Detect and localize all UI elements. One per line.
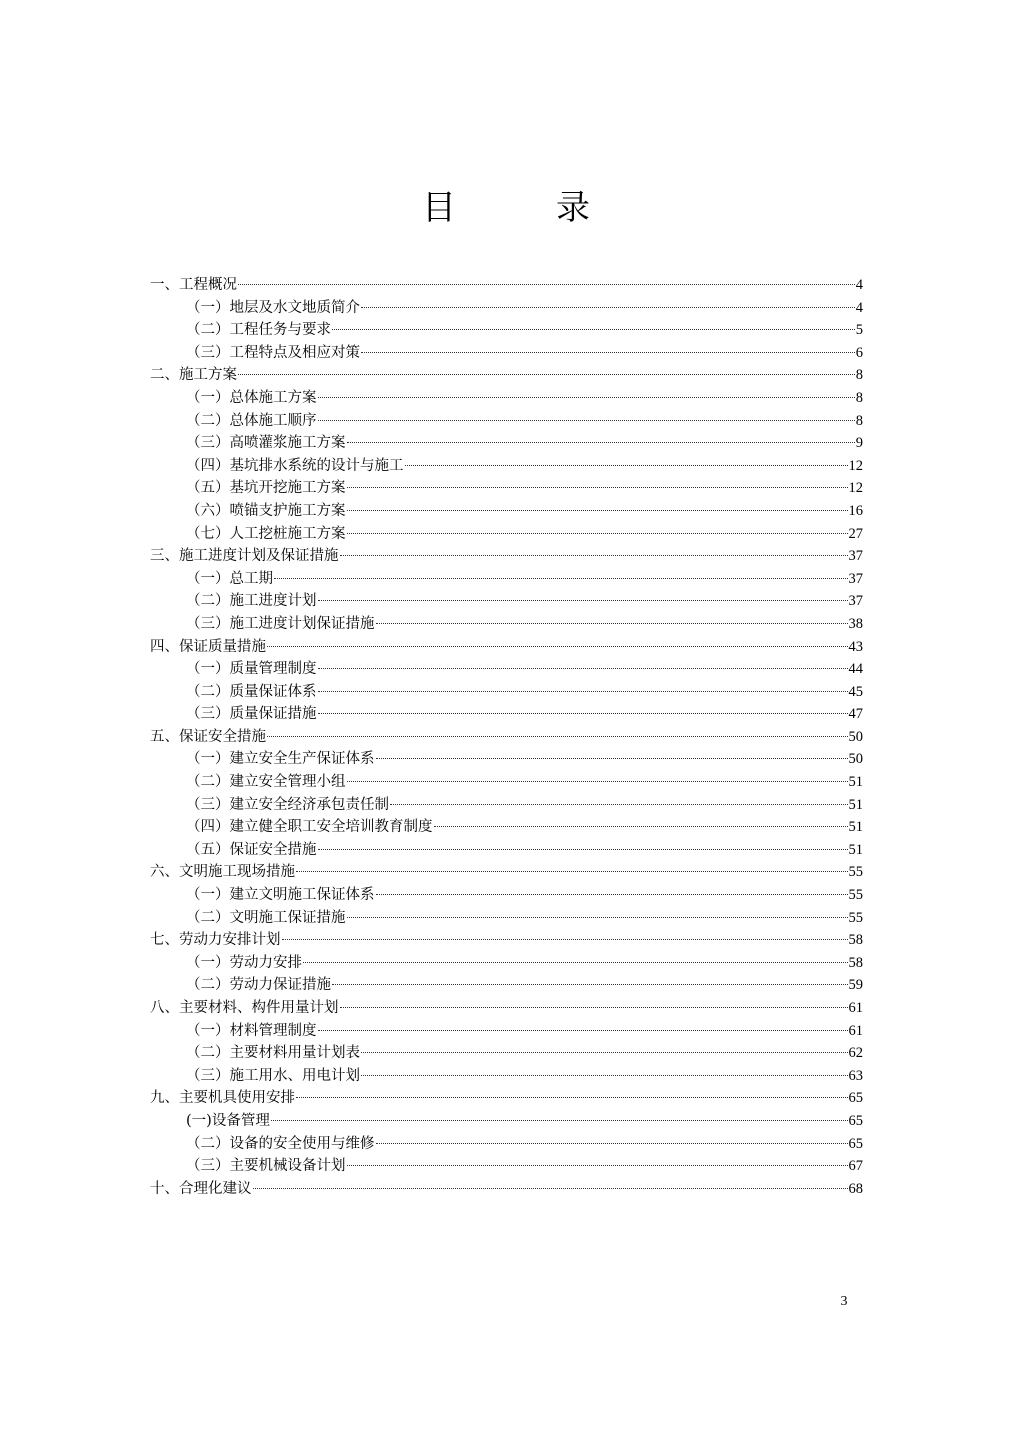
toc-entry-page: 65 [848, 1090, 863, 1107]
toc-dot-leader [340, 1007, 848, 1008]
toc-entry-label: （二）总体施工顺序 [186, 412, 317, 429]
toc-entry[interactable] [150, 500, 863, 523]
toc-entry-label: （三）工程特点及相应对策 [186, 344, 360, 361]
toc-entry-page: 61 [848, 1022, 863, 1039]
toc-entry[interactable] [150, 703, 863, 726]
toc-entry-label: 九、主要机具使用安排 [150, 1090, 295, 1107]
toc-dot-leader [434, 826, 848, 827]
toc-entry[interactable] [150, 907, 863, 930]
toc-entry-label: 三、施工进度计划及保证措施 [150, 548, 339, 565]
toc-dot-leader [361, 352, 855, 353]
toc-dot-leader [318, 1030, 848, 1031]
toc-dot-leader [274, 578, 848, 579]
toc-dot-leader [347, 487, 848, 488]
toc-entry-label: （三）主要机械设备计划 [186, 1158, 346, 1175]
toc-entry[interactable] [150, 387, 863, 410]
toc-entry[interactable] [150, 613, 863, 636]
toc-dot-leader [318, 397, 855, 398]
toc-entry-page: 58 [848, 954, 863, 971]
toc-entry-page: 51 [848, 774, 863, 791]
toc-dot-leader [361, 1075, 848, 1076]
toc-entry-label: （二）施工进度计划 [186, 593, 317, 610]
toc-entry-label: （一）建立安全生产保证体系 [186, 751, 375, 768]
toc-dot-leader [253, 1188, 848, 1189]
toc-entry[interactable] [150, 748, 863, 771]
toc-entry-label: （二）质量保证体系 [186, 683, 317, 700]
toc-entry-page: 50 [848, 728, 863, 745]
toc-dot-leader [303, 962, 848, 963]
toc-entry-label: （三）高喷灌浆施工方案 [186, 435, 346, 452]
toc-dot-leader [340, 555, 848, 556]
toc-entry[interactable] [150, 1065, 863, 1088]
toc-entry-label: （六）喷锚支护施工方案 [186, 502, 346, 519]
toc-entry-label: 五、保证安全措施 [150, 728, 266, 745]
toc-entry-page: 8 [855, 389, 863, 406]
toc-entry[interactable] [150, 1178, 863, 1201]
toc-entry-page: 58 [848, 932, 863, 949]
toc-dot-leader [332, 329, 855, 330]
toc-dot-leader [267, 646, 848, 647]
toc-entry[interactable] [150, 545, 863, 568]
toc-dot-leader [282, 939, 848, 940]
toc-entry-label: （一）总工期 [186, 570, 273, 587]
toc-entry-label: （二）文明施工保证措施 [186, 909, 346, 926]
toc-entry-page: 55 [848, 864, 863, 881]
toc-entry-label: （一）建立文明施工保证体系 [186, 887, 375, 904]
toc-entry-label: （一）地层及水文地质简介 [186, 299, 360, 316]
toc-entry-label: 四、保证质量措施 [150, 638, 266, 655]
toc-entry-page: 62 [848, 1045, 863, 1062]
toc-dot-leader [318, 691, 848, 692]
toc-entry[interactable] [150, 1155, 863, 1178]
toc-entry-label: 十、合理化建议 [150, 1180, 252, 1197]
toc-entry[interactable] [150, 410, 863, 433]
toc-entry[interactable] [150, 884, 863, 907]
toc-entry-page: 43 [848, 638, 863, 655]
toc-dot-leader [318, 600, 848, 601]
toc-entry-page: 37 [848, 570, 863, 587]
toc-dot-leader [318, 713, 848, 714]
toc-entry-label: （二）工程任务与要求 [186, 322, 331, 339]
toc-entry-label: （一）劳动力安排 [186, 954, 302, 971]
toc-dot-leader [405, 465, 848, 466]
toc-entry-page: 67 [848, 1158, 863, 1175]
toc-entry[interactable] [150, 726, 863, 749]
toc-entry-label: （一）总体施工方案 [186, 389, 317, 406]
toc-entry-label: （二）主要材料用量计划表 [186, 1045, 360, 1062]
toc-dot-leader [238, 284, 855, 285]
toc-title [0, 183, 1012, 233]
toc-entry[interactable] [150, 952, 863, 975]
toc-dot-leader [390, 804, 848, 805]
toc-entry-page: 55 [848, 909, 863, 926]
toc-dot-leader [347, 917, 848, 918]
toc-entry-page: 12 [848, 480, 863, 497]
toc-dot-leader [347, 442, 855, 443]
toc-entry[interactable] [150, 523, 863, 546]
toc-entry[interactable] [150, 568, 863, 591]
toc-title-char-1: 目 [422, 188, 456, 228]
toc-entry-label: （三）质量保证措施 [186, 706, 317, 723]
toc-entry-page: 27 [848, 525, 863, 542]
toc-entry-label: （五）保证安全措施 [186, 841, 317, 858]
toc-entry-page: 61 [848, 1000, 863, 1016]
toc-dot-leader [318, 668, 848, 669]
toc-entry[interactable] [150, 771, 863, 794]
toc-dot-leader [296, 871, 848, 872]
table-of-contents [150, 274, 863, 1200]
toc-entry-page: 37 [848, 593, 863, 610]
toc-entry-label: （三）施工进度计划保证措施 [186, 615, 375, 632]
toc-entry-page: 45 [848, 683, 863, 700]
toc-entry-label: （二）建立安全管理小组 [186, 774, 346, 791]
toc-entry-page: 16 [848, 502, 863, 519]
toc-entry-label: （三）施工用水、用电计划 [186, 1067, 360, 1084]
toc-entry[interactable] [150, 297, 863, 320]
toc-entry[interactable] [150, 861, 863, 884]
toc-entry-label: （一）质量管理制度 [186, 661, 317, 678]
toc-entry-page: 5 [855, 322, 863, 339]
toc-entry-label: （二）设备的安全使用与维修 [186, 1135, 375, 1152]
toc-dot-leader [347, 781, 848, 782]
toc-entry[interactable] [150, 816, 863, 839]
toc-dot-leader [332, 984, 848, 985]
toc-entry-page: 51 [848, 819, 863, 836]
toc-entry-page: 8 [855, 412, 863, 429]
toc-entry-label: 六、文明施工现场措施 [150, 864, 295, 881]
toc-entry[interactable] [150, 1020, 863, 1043]
toc-entry-page: 9 [855, 435, 863, 452]
toc-entry-page: 51 [848, 841, 863, 858]
toc-dot-leader [271, 1120, 848, 1121]
toc-entry[interactable] [150, 590, 863, 613]
toc-entry[interactable] [150, 1042, 863, 1065]
toc-entry[interactable] [150, 319, 863, 342]
toc-entry-page: 55 [848, 887, 863, 904]
toc-entry-page: 38 [848, 615, 863, 632]
toc-entry[interactable] [150, 1133, 863, 1156]
toc-dot-leader [347, 533, 848, 534]
toc-dot-leader [318, 849, 848, 850]
toc-entry[interactable] [150, 681, 863, 704]
toc-entry-label: （四）基坑排水系统的设计与施工 [186, 457, 404, 474]
toc-entry-page: 59 [848, 977, 863, 994]
toc-entry-page: 44 [848, 661, 863, 678]
toc-dot-leader [376, 623, 848, 624]
toc-entry-label: （四）建立健全职工安全培训教育制度 [186, 819, 433, 836]
toc-entry-page: 63 [848, 1067, 863, 1084]
toc-dot-leader [376, 894, 848, 895]
toc-dot-leader [296, 1097, 848, 1098]
toc-entry[interactable] [150, 974, 863, 997]
toc-entry-page: 68 [848, 1180, 863, 1197]
toc-entry-label: （一）材料管理制度 [186, 1022, 317, 1039]
toc-entry[interactable] [150, 477, 863, 500]
toc-entry[interactable] [150, 1087, 863, 1110]
toc-entry[interactable] [150, 997, 863, 1020]
toc-entry-page: 65 [848, 1112, 863, 1129]
toc-entry-page: 51 [848, 796, 863, 813]
toc-entry[interactable] [150, 342, 863, 365]
toc-entry[interactable] [150, 1110, 863, 1133]
toc-entry-label: （三）建立安全经济承包责任制 [186, 796, 389, 813]
toc-dot-leader [318, 420, 855, 421]
toc-dot-leader [376, 758, 848, 759]
toc-entry-label: (一)设备管理 [186, 1112, 270, 1129]
toc-dot-leader [361, 1052, 848, 1053]
toc-entry-label: 二、施工方案 [150, 367, 237, 384]
toc-dot-leader [376, 1143, 848, 1144]
toc-entry-label: 七、劳动力安排计划 [150, 932, 281, 949]
toc-entry-page: 4 [855, 277, 863, 293]
toc-entry-page: 37 [848, 548, 863, 565]
toc-entry[interactable] [150, 364, 863, 387]
toc-entry[interactable] [150, 432, 863, 455]
toc-entry-page: 6 [855, 344, 863, 361]
toc-entry-page: 47 [848, 706, 863, 723]
toc-entry[interactable] [150, 658, 863, 681]
toc-dot-leader [361, 307, 855, 308]
toc-entry-label: 八、主要材料、构件用量计划 [150, 1000, 339, 1016]
toc-entry[interactable] [150, 839, 863, 862]
toc-entry-label: （五）基坑开挖施工方案 [186, 480, 346, 497]
toc-dot-leader [267, 736, 848, 737]
toc-entry[interactable] [150, 929, 863, 952]
toc-entry[interactable] [150, 794, 863, 817]
toc-title-char-2: 录 [556, 188, 590, 228]
toc-entry-page: 50 [848, 751, 863, 768]
toc-entry-label: 一、工程概况 [150, 277, 237, 293]
toc-entry-page: 65 [848, 1135, 863, 1152]
toc-entry-page: 8 [855, 367, 863, 384]
toc-entry-page: 4 [855, 299, 863, 316]
toc-entry-label: （七）人工挖桩施工方案 [186, 525, 346, 542]
toc-dot-leader [347, 510, 848, 511]
toc-entry[interactable] [150, 274, 863, 297]
toc-entry-page: 12 [848, 457, 863, 474]
toc-dot-leader [238, 374, 855, 375]
toc-dot-leader [347, 1165, 848, 1166]
toc-entry-label: （二）劳动力保证措施 [186, 977, 331, 994]
toc-entry[interactable] [150, 636, 863, 659]
toc-entry[interactable] [150, 455, 863, 478]
page-number: 3 [840, 1294, 848, 1309]
